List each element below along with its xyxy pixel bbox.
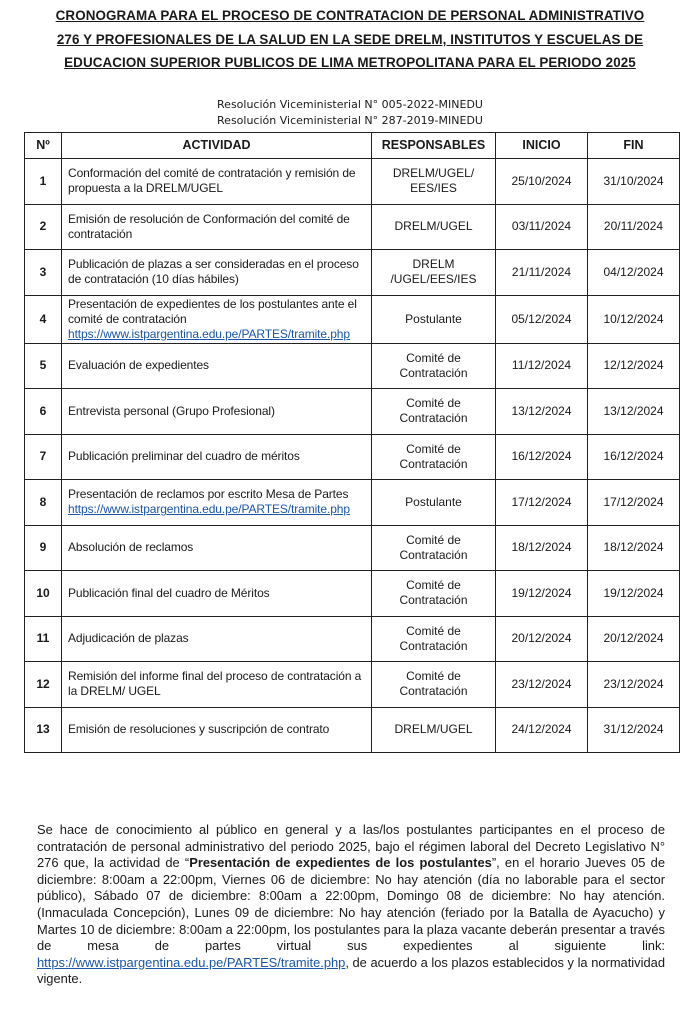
row-actividad	[62, 434, 372, 480]
row-responsables: Comité de Contratación	[372, 343, 496, 389]
table-body	[25, 159, 680, 753]
row-inicio: 05/12/2024	[496, 295, 588, 343]
row-fin: 12/12/2024	[588, 343, 680, 389]
table-row	[25, 159, 680, 205]
row-responsables: Postulante	[372, 480, 496, 526]
row-fin: 31/10/2024	[588, 159, 680, 205]
row-responsables: DRELM /UGEL/EES/IES	[372, 250, 496, 296]
row-actividad	[62, 295, 372, 343]
notice-text-3: , de acuerdo a los plazos establecidos y la normatividad vigente.	[37, 954, 665, 987]
row-number: 6	[25, 389, 62, 435]
actividad-text: Remisión del informe final del proceso de contratación a la DRELM/ UGEL	[68, 669, 362, 699]
table-row	[25, 250, 680, 296]
row-inicio: 03/11/2024	[496, 204, 588, 250]
row-inicio: 21/11/2024	[496, 250, 588, 296]
actividad-text: Emisión de resoluciones y suscripción de contrato	[68, 722, 330, 737]
resolutions	[0, 97, 700, 129]
title-line-1: CRONOGRAMA PARA EL PROCESO DE CONTRATACION DE PERSONAL ADMINISTRATIVO	[55, 8, 645, 23]
row-inicio: 18/12/2024	[496, 525, 588, 571]
actividad-text: Conformación del comité de contratación y remisión de propuesta a la DRELM/UGEL	[68, 166, 356, 196]
row-responsables: Comité de Contratación	[372, 434, 496, 480]
row-fin: 10/12/2024	[588, 295, 680, 343]
notice-text-2: ”, en el horario Jueves 05 de diciembre: 8:00am a 22:00pm, Viernes 06 de diciembre: No hay atención (día no laborable para el sector público), Sábado 07 de diciembre: 8:00am a 22:00pm, Domingo 08 de diciembre: No hay atención. (Inmaculada Concepción), Lunes 09 de diciembre: No hay atención (feriado por la Batalla de Ayacucho) y Martes 10 de diciembre: 8:00am a 22:00pm, los postulantes para la plaza vacante deberán presentar a través de mesa de partes virtual sus expedientes al siguiente link:	[37, 855, 665, 954]
row-number: 1	[25, 159, 62, 205]
row-inicio: 11/12/2024	[496, 343, 588, 389]
actividad-text: Publicación final del cuadro de Méritos	[68, 585, 270, 600]
row-actividad	[62, 616, 372, 662]
row-fin: 20/11/2024	[588, 204, 680, 250]
row-inicio: 23/12/2024	[496, 662, 588, 708]
row-inicio: 13/12/2024	[496, 389, 588, 435]
row-inicio: 25/10/2024	[496, 159, 588, 205]
row-fin: 19/12/2024	[588, 571, 680, 617]
notice-link[interactable]: https://www.istpargentina.edu.pe/PARTES/tramite.php	[37, 954, 346, 970]
row-number: 4	[25, 295, 62, 343]
title-line-3: EDUCACION SUPERIOR PUBLICOS DE LIMA METROPOLITANA PARA EL PERIODO 2025	[64, 55, 636, 70]
tramite-link[interactable]: https://www.istpargentina.edu.pe/PARTES/tramite.php	[68, 326, 350, 341]
row-actividad	[62, 250, 372, 296]
resolution-2: Resolución Viceministerial N° 287-2019-MINEDU	[217, 114, 483, 127]
row-number: 8	[25, 480, 62, 526]
col-header-inicio: INICIO	[496, 133, 588, 159]
row-responsables: Comité de Contratación	[372, 662, 496, 708]
row-number: 2	[25, 204, 62, 250]
row-actividad	[62, 389, 372, 435]
row-responsables: Postulante	[372, 295, 496, 343]
row-fin: 04/12/2024	[588, 250, 680, 296]
row-number: 9	[25, 525, 62, 571]
row-actividad	[62, 343, 372, 389]
col-header-responsables: RESPONSABLES	[372, 133, 496, 159]
col-header-actividad: ACTIVIDAD	[62, 133, 372, 159]
tramite-link[interactable]: https://www.istpargentina.edu.pe/PARTES/tramite.php	[68, 502, 350, 517]
row-inicio: 16/12/2024	[496, 434, 588, 480]
actividad-text: Presentación de reclamos por escrito Mesa de Partes	[68, 487, 349, 502]
table-row	[25, 204, 680, 250]
row-number: 13	[25, 707, 62, 753]
row-inicio: 20/12/2024	[496, 616, 588, 662]
table-row	[25, 662, 680, 708]
row-number: 7	[25, 434, 62, 480]
row-actividad	[62, 204, 372, 250]
resolution-1: Resolución Viceministerial N° 005-2022-MINEDU	[217, 98, 483, 111]
actividad-text: Evaluación de expedientes	[68, 358, 209, 373]
row-actividad	[62, 159, 372, 205]
row-responsables: Comité de Contratación	[372, 616, 496, 662]
row-responsables: Comité de Contratación	[372, 389, 496, 435]
row-inicio: 24/12/2024	[496, 707, 588, 753]
table-row	[25, 525, 680, 571]
row-actividad	[62, 571, 372, 617]
actividad-text: Absolución de reclamos	[68, 540, 194, 555]
row-fin: 17/12/2024	[588, 480, 680, 526]
row-number: 10	[25, 571, 62, 617]
row-fin: 13/12/2024	[588, 389, 680, 435]
row-number: 5	[25, 343, 62, 389]
table-row	[25, 295, 680, 343]
row-actividad	[62, 707, 372, 753]
document-title	[22, 4, 678, 75]
table-row	[25, 480, 680, 526]
actividad-text: Emisión de resolución de Conformación del comité de contratación	[68, 211, 350, 241]
table-row	[25, 571, 680, 617]
row-fin: 16/12/2024	[588, 434, 680, 480]
row-actividad	[62, 662, 372, 708]
col-header-fin: FIN	[588, 133, 680, 159]
row-responsables: DRELM/UGEL/ EES/IES	[372, 159, 496, 205]
row-responsables: Comité de Contratación	[372, 525, 496, 571]
row-number: 12	[25, 662, 62, 708]
table-row	[25, 389, 680, 435]
schedule-table	[24, 132, 680, 753]
table-header-row	[25, 133, 680, 159]
row-fin: 18/12/2024	[588, 525, 680, 571]
table-row	[25, 616, 680, 662]
row-fin: 23/12/2024	[588, 662, 680, 708]
row-number: 3	[25, 250, 62, 296]
row-fin: 31/12/2024	[588, 707, 680, 753]
actividad-text: Publicación preliminar del cuadro de méritos	[68, 449, 300, 464]
actividad-text: Publicación de plazas a ser consideradas en el proceso de contratación (10 días hábiles)	[68, 257, 359, 287]
row-responsables: DRELM/UGEL	[372, 204, 496, 250]
table-row	[25, 434, 680, 480]
row-inicio: 17/12/2024	[496, 480, 588, 526]
actividad-text: Presentación de expedientes de los postulantes ante el comité de contratación	[68, 296, 357, 326]
actividad-text: Entrevista personal (Grupo Profesional)	[68, 403, 275, 418]
col-header-num: Nº	[25, 133, 62, 159]
row-actividad	[62, 525, 372, 571]
row-actividad	[62, 480, 372, 526]
row-responsables: DRELM/UGEL	[372, 707, 496, 753]
notice-bold-text: Presentación de expedientes de los postulantes	[189, 855, 492, 871]
title-line-2: 276 Y PROFESIONALES DE LA SALUD EN LA SEDE DRELM, INSTITUTOS Y ESCUELAS DE	[56, 31, 644, 47]
notice-paragraph	[37, 822, 665, 988]
row-number: 11	[25, 616, 62, 662]
actividad-text: Adjudicación de plazas	[68, 631, 189, 646]
table-row	[25, 707, 680, 753]
table-row	[25, 343, 680, 389]
notice-text-1: Se hace de conocimiento al público en general y a las/los postulantes participantes en el proceso de contratación de personal administrativo del periodo 2025, bajo el régimen laboral del Decreto Legislativo N° 276 que, la actividad de “	[37, 822, 665, 871]
row-inicio: 19/12/2024	[496, 571, 588, 617]
row-fin: 20/12/2024	[588, 616, 680, 662]
row-responsables: Comité de Contratación	[372, 571, 496, 617]
